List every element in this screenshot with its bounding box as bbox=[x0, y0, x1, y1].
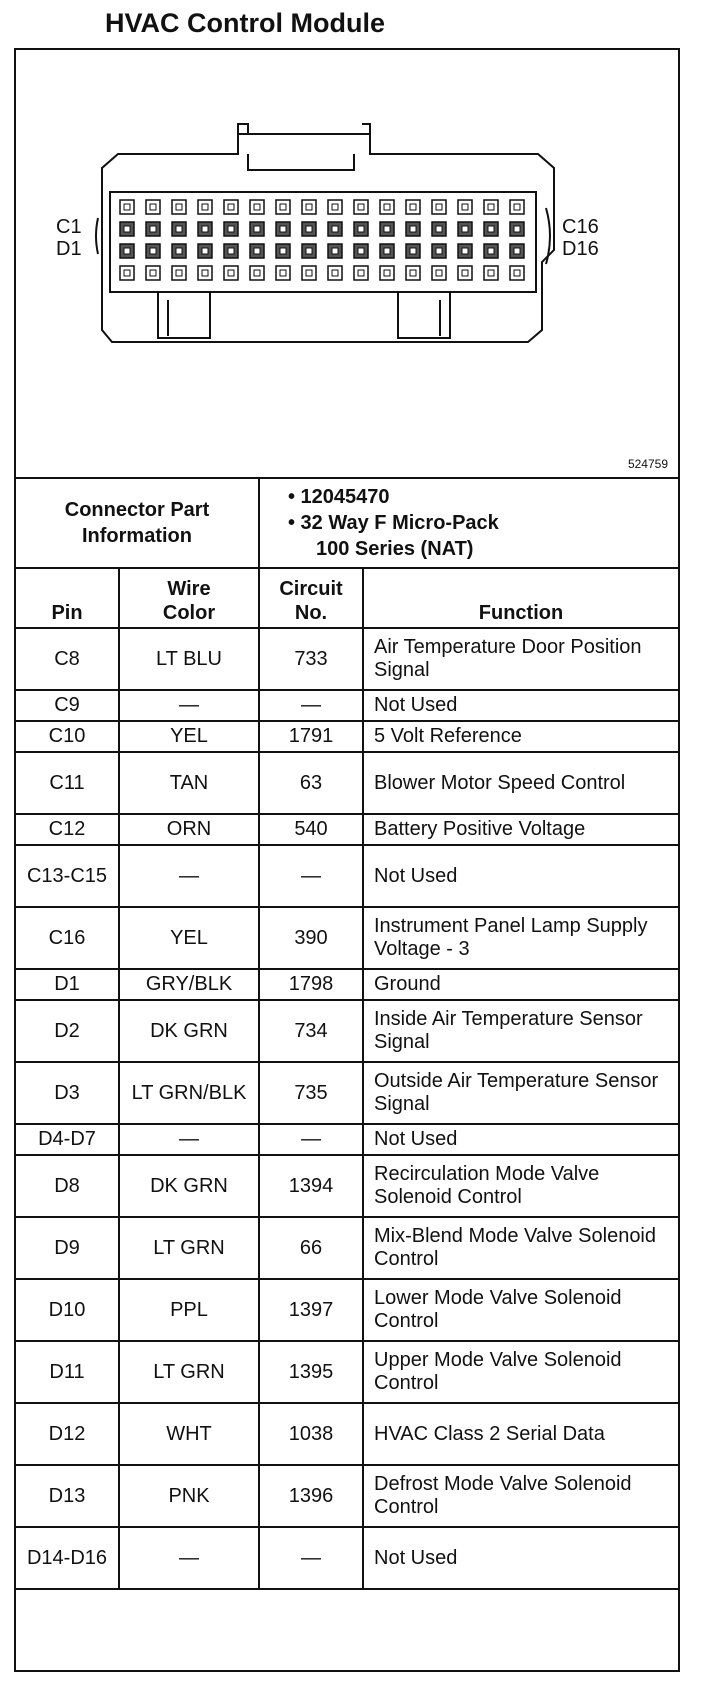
circuit-cell: 1798 bbox=[259, 969, 363, 1000]
circuit-cell: 735 bbox=[259, 1062, 363, 1124]
pin-terminal bbox=[280, 204, 286, 210]
wire-color-cell: LT GRN/BLK bbox=[119, 1062, 259, 1124]
pin-terminal bbox=[280, 270, 286, 276]
pin-cell: D13 bbox=[16, 1465, 119, 1527]
table-row bbox=[16, 969, 678, 1000]
pin-terminal bbox=[202, 226, 208, 232]
circuit-cell: 1038 bbox=[259, 1403, 363, 1465]
pin-terminal bbox=[436, 226, 442, 232]
pin-cell: D2 bbox=[16, 1000, 119, 1062]
table-row bbox=[16, 628, 678, 690]
pin-terminal bbox=[254, 204, 260, 210]
pin-terminal bbox=[410, 248, 416, 254]
pin-terminal bbox=[332, 204, 338, 210]
table-row bbox=[16, 1403, 678, 1465]
function-cell: Upper Mode Valve Solenoid Control bbox=[363, 1341, 678, 1403]
diagram-part-id: 524759 bbox=[627, 457, 668, 471]
wire-color-cell: — bbox=[119, 1527, 259, 1589]
connector-info-row bbox=[16, 478, 678, 568]
pin-cell: C9 bbox=[16, 690, 119, 721]
pin-cell: D9 bbox=[16, 1217, 119, 1279]
wire-color-cell: LT GRN bbox=[119, 1217, 259, 1279]
pin-terminal bbox=[462, 248, 468, 254]
pin-terminal bbox=[306, 270, 312, 276]
wire-color-cell: LT GRN bbox=[119, 1341, 259, 1403]
table-row bbox=[16, 1465, 678, 1527]
pin-terminal bbox=[228, 270, 234, 276]
pin-terminal bbox=[514, 270, 520, 276]
table-row bbox=[16, 1000, 678, 1062]
pin-cell: C8 bbox=[16, 628, 119, 690]
label-c1: C1 bbox=[56, 216, 82, 238]
wire-color-cell: GRY/BLK bbox=[119, 969, 259, 1000]
pin-terminal bbox=[150, 270, 156, 276]
function-cell: Battery Positive Voltage bbox=[363, 814, 678, 845]
pin-cell: D3 bbox=[16, 1062, 119, 1124]
pin-terminal bbox=[124, 204, 130, 210]
pin-terminal bbox=[462, 204, 468, 210]
header-circuit-no: Circuit No. bbox=[259, 568, 363, 628]
document-frame bbox=[14, 48, 680, 1672]
circuit-cell: 540 bbox=[259, 814, 363, 845]
pin-terminal bbox=[202, 248, 208, 254]
pin-terminal bbox=[254, 248, 260, 254]
function-cell: Not Used bbox=[363, 1124, 678, 1155]
pin-terminal bbox=[332, 248, 338, 254]
pin-terminal bbox=[176, 204, 182, 210]
pin-cell: D1 bbox=[16, 969, 119, 1000]
pin-terminal bbox=[280, 248, 286, 254]
header-function: Function bbox=[363, 568, 678, 628]
circuit-cell: 1396 bbox=[259, 1465, 363, 1527]
connector-diagram bbox=[16, 50, 678, 479]
table-row bbox=[16, 721, 678, 752]
label-c16: C16 bbox=[562, 216, 599, 238]
wire-color-cell: DK GRN bbox=[119, 1000, 259, 1062]
pin-terminal bbox=[514, 226, 520, 232]
table-row bbox=[16, 814, 678, 845]
pin-terminal bbox=[462, 226, 468, 232]
pin-terminal bbox=[306, 204, 312, 210]
wire-color-cell: — bbox=[119, 1124, 259, 1155]
pin-terminal bbox=[176, 248, 182, 254]
pin-terminal bbox=[124, 226, 130, 232]
circuit-cell: — bbox=[259, 1124, 363, 1155]
pin-terminal bbox=[384, 204, 390, 210]
function-cell: Not Used bbox=[363, 690, 678, 721]
pin-terminal bbox=[462, 270, 468, 276]
pin-terminal bbox=[514, 248, 520, 254]
pin-terminal bbox=[150, 248, 156, 254]
label-d1: D1 bbox=[56, 238, 82, 260]
pin-terminal bbox=[254, 270, 260, 276]
header-wire-color: Wire Color bbox=[119, 568, 259, 628]
function-cell: HVAC Class 2 Serial Data bbox=[363, 1403, 678, 1465]
table-row bbox=[16, 1062, 678, 1124]
pin-terminal bbox=[306, 248, 312, 254]
wire-color-cell: YEL bbox=[119, 907, 259, 969]
circuit-cell: 66 bbox=[259, 1217, 363, 1279]
wire-color-cell: LT BLU bbox=[119, 628, 259, 690]
pin-terminal bbox=[332, 270, 338, 276]
circuit-cell: 734 bbox=[259, 1000, 363, 1062]
connector-outline bbox=[102, 134, 554, 342]
table-header-row bbox=[16, 568, 678, 628]
table-row bbox=[16, 1279, 678, 1341]
pin-terminal bbox=[124, 270, 130, 276]
pin-terminal bbox=[150, 204, 156, 210]
pin-terminal bbox=[488, 226, 494, 232]
pin-cell: D14-D16 bbox=[16, 1527, 119, 1589]
table-row bbox=[16, 1527, 678, 1589]
function-cell: Instrument Panel Lamp Supply Voltage - 3 bbox=[363, 907, 678, 969]
circuit-cell: 1397 bbox=[259, 1279, 363, 1341]
function-cell: Recirculation Mode Valve Solenoid Control bbox=[363, 1155, 678, 1217]
pin-terminal bbox=[410, 204, 416, 210]
circuit-cell: 733 bbox=[259, 628, 363, 690]
pin-terminal bbox=[358, 226, 364, 232]
table-row bbox=[16, 1217, 678, 1279]
pin-terminal bbox=[202, 270, 208, 276]
pin-terminal bbox=[254, 226, 260, 232]
function-cell: Mix-Blend Mode Valve Solenoid Control bbox=[363, 1217, 678, 1279]
circuit-cell: — bbox=[259, 845, 363, 907]
pin-terminal bbox=[228, 204, 234, 210]
pin-cell: D10 bbox=[16, 1279, 119, 1341]
pin-terminal bbox=[436, 248, 442, 254]
function-cell: Blower Motor Speed Control bbox=[363, 752, 678, 814]
pin-cell: D11 bbox=[16, 1341, 119, 1403]
wire-color-cell: — bbox=[119, 845, 259, 907]
pin-terminal bbox=[488, 248, 494, 254]
circuit-cell: 63 bbox=[259, 752, 363, 814]
pin-terminal bbox=[488, 270, 494, 276]
pin-cell: C12 bbox=[16, 814, 119, 845]
wire-color-cell: PNK bbox=[119, 1465, 259, 1527]
pin-cell: C16 bbox=[16, 907, 119, 969]
circuit-cell: 1791 bbox=[259, 721, 363, 752]
wire-color-cell: TAN bbox=[119, 752, 259, 814]
pin-terminal bbox=[358, 204, 364, 210]
pin-terminal bbox=[488, 204, 494, 210]
pin-terminal bbox=[202, 204, 208, 210]
pin-terminal bbox=[358, 248, 364, 254]
table-row bbox=[16, 690, 678, 721]
circuit-cell: — bbox=[259, 1527, 363, 1589]
circuit-cell: — bbox=[259, 690, 363, 721]
header-pin: Pin bbox=[16, 568, 119, 628]
pin-terminal bbox=[384, 270, 390, 276]
pin-terminal bbox=[410, 270, 416, 276]
table-row bbox=[16, 907, 678, 969]
function-cell: Lower Mode Valve Solenoid Control bbox=[363, 1279, 678, 1341]
pin-terminal bbox=[176, 226, 182, 232]
wire-color-cell: YEL bbox=[119, 721, 259, 752]
pin-cell: C10 bbox=[16, 721, 119, 752]
pin-terminal bbox=[358, 270, 364, 276]
function-cell: Ground bbox=[363, 969, 678, 1000]
pin-cell: C13-C15 bbox=[16, 845, 119, 907]
pin-terminal bbox=[384, 248, 390, 254]
pin-terminal bbox=[384, 226, 390, 232]
pin-cell: C11 bbox=[16, 752, 119, 814]
pin-terminal bbox=[410, 226, 416, 232]
connector-drawing bbox=[16, 50, 678, 477]
pin-terminal bbox=[228, 248, 234, 254]
page-title: HVAC Control Module bbox=[105, 8, 385, 38]
part-number: • 12045470 bbox=[288, 486, 390, 508]
pin-cell: D12 bbox=[16, 1403, 119, 1465]
pin-terminal bbox=[332, 226, 338, 232]
pin-terminal bbox=[436, 204, 442, 210]
function-cell: Not Used bbox=[363, 1527, 678, 1589]
pin-terminal bbox=[124, 248, 130, 254]
function-cell: Outside Air Temperature Sensor Signal bbox=[363, 1062, 678, 1124]
pin-terminal bbox=[306, 226, 312, 232]
function-cell: Not Used bbox=[363, 845, 678, 907]
pin-terminal bbox=[228, 226, 234, 232]
label-d16: D16 bbox=[562, 238, 599, 260]
wire-color-cell: PPL bbox=[119, 1279, 259, 1341]
connector-info-value bbox=[259, 478, 678, 568]
function-cell: Defrost Mode Valve Solenoid Control bbox=[363, 1465, 678, 1527]
wire-color-cell: — bbox=[119, 690, 259, 721]
pin-cell: D4-D7 bbox=[16, 1124, 119, 1155]
circuit-cell: 1395 bbox=[259, 1341, 363, 1403]
function-cell: Air Temperature Door Position Signal bbox=[363, 628, 678, 690]
function-cell: Inside Air Temperature Sensor Signal bbox=[363, 1000, 678, 1062]
table-row bbox=[16, 1341, 678, 1403]
table-row bbox=[16, 1155, 678, 1217]
pin-grid bbox=[120, 200, 524, 280]
table-row bbox=[16, 752, 678, 814]
pinout-table bbox=[16, 477, 678, 1590]
circuit-cell: 1394 bbox=[259, 1155, 363, 1217]
pin-terminal bbox=[436, 270, 442, 276]
circuit-cell: 390 bbox=[259, 907, 363, 969]
wire-color-cell: WHT bbox=[119, 1403, 259, 1465]
pin-cell: D8 bbox=[16, 1155, 119, 1217]
pin-terminal bbox=[176, 270, 182, 276]
pin-terminal bbox=[280, 226, 286, 232]
table-row bbox=[16, 845, 678, 907]
wire-color-cell: ORN bbox=[119, 814, 259, 845]
connector-description: • 32 Way F Micro-Pack 100 Series (NAT) bbox=[288, 512, 499, 560]
pin-terminal bbox=[514, 204, 520, 210]
connector-info-label: Connector Part Information bbox=[16, 478, 259, 568]
table-row bbox=[16, 1124, 678, 1155]
function-cell: 5 Volt Reference bbox=[363, 721, 678, 752]
wire-color-cell: DK GRN bbox=[119, 1155, 259, 1217]
pin-terminal bbox=[150, 226, 156, 232]
